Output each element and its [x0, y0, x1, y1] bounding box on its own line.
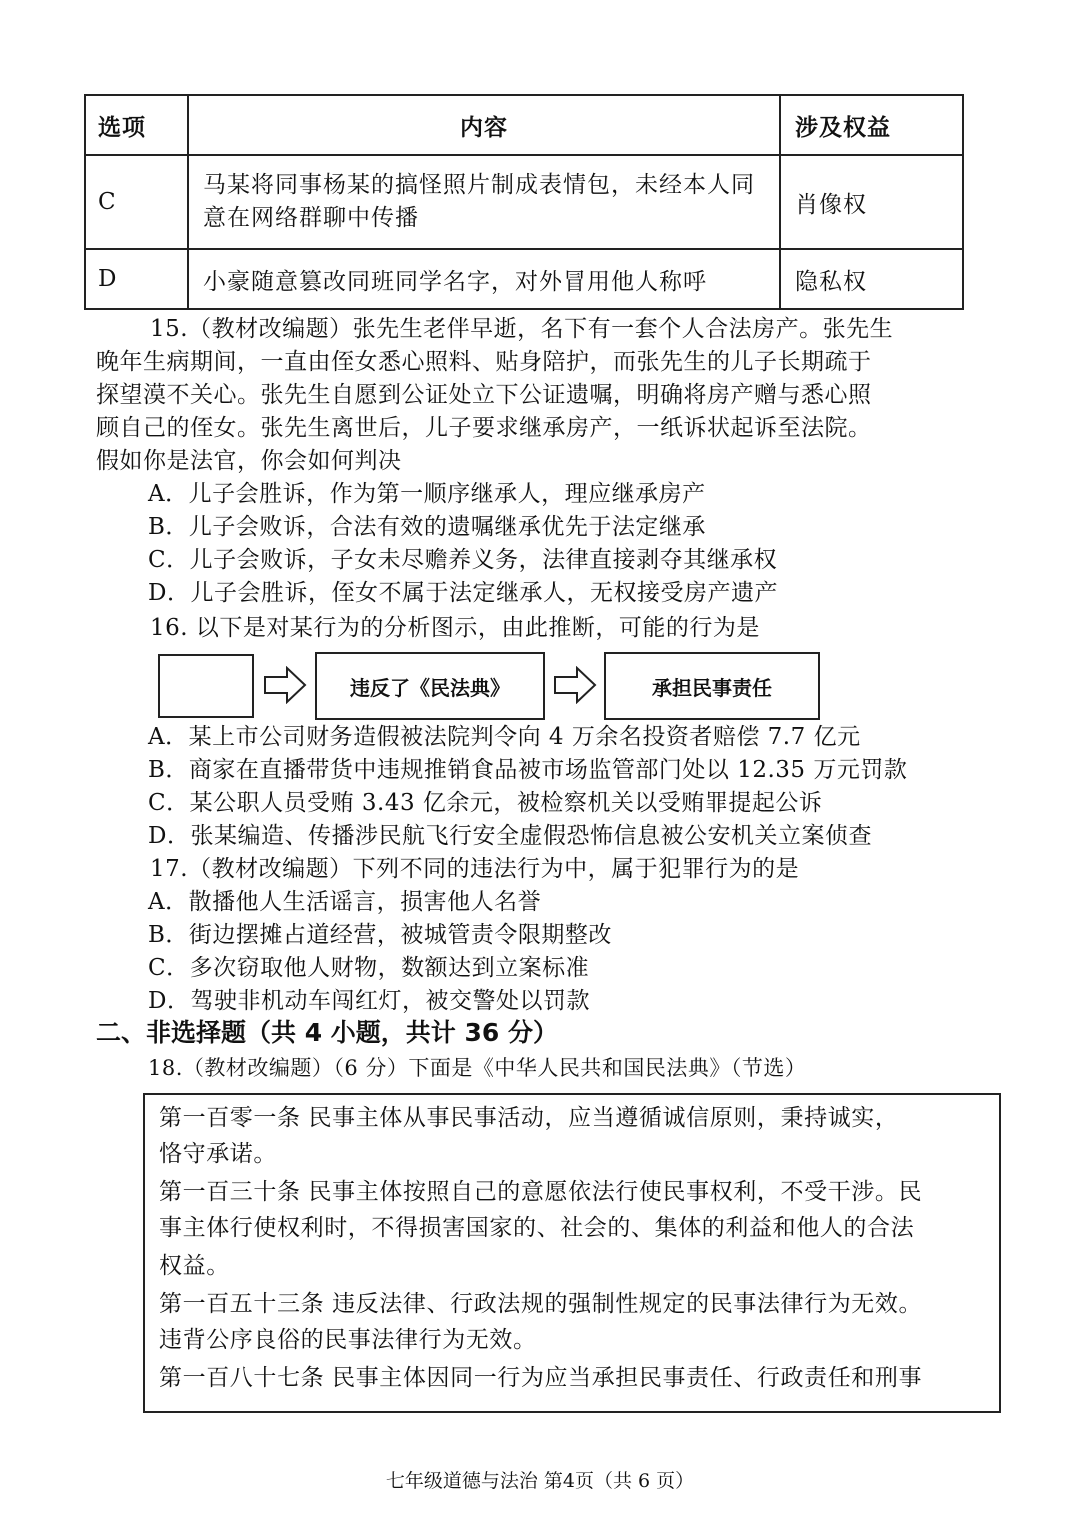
q15-stem-line: 顾自己的侄女。张先生离世后，儿子要求继承房产，一纸诉状起诉至法院。: [96, 415, 872, 441]
q16-stem: 16. 以下是对某行为的分析图示，由此推断，可能的行为是: [150, 615, 760, 641]
row-rights: 隐私权: [780, 249, 963, 309]
row-content-line: 马某将同事杨某的搞怪照片制成表情包，未经本人同: [203, 172, 755, 198]
q15-option-b: B．儿子会败诉，合法有效的遗嘱继承优先于法定继承: [148, 514, 706, 540]
section-heading: 二、非选择题（共 4 小题，共计 36 分）: [96, 1018, 559, 1047]
header-content: 内容: [188, 95, 780, 155]
table-header-row: [85, 95, 963, 155]
diagram-liability-box: 承担民事责任: [604, 652, 820, 720]
q15-stem-line: 晚年生病期间，一直由侄女悉心照料、贴身陪护，而张先生的儿子长期疏于: [96, 349, 872, 375]
row-option: D: [85, 249, 188, 309]
q15-stem-line: 假如你是法官，你会如何判决: [96, 448, 402, 474]
row-content: [188, 155, 780, 249]
row-option: C: [85, 155, 188, 249]
q16-option-c: C．某公职人员受贿 3.43 亿余元，被检察机关以受贿罪提起公诉: [148, 790, 823, 816]
q16-option-b: B．商家在直播带货中违规推销食品被市场监管部门处以 12.35 万元罚款: [148, 757, 908, 783]
excerpt-line: 第一百五十三条 违反法律、行政法规的强制性规定的民事法律行为无效。: [159, 1291, 923, 1317]
q16-option-d: D．张某编造、传播涉民航飞行安全虚假恐怖信息被公安机关立案侦查: [148, 823, 872, 849]
row-content-line: 意在网络群聊中传播: [203, 205, 419, 231]
q17-option-a: A．散播他人生活谣言，损害他人名誉: [148, 889, 542, 915]
q17-option-d: D．驾驶非机动车闯红灯，被交警处以罚款: [148, 988, 590, 1014]
q15-option-c: C．儿子会败诉，子女未尽赡养义务，法律直接剥夺其继承权: [148, 547, 778, 573]
q18-stem: 18.（教材改编题）（6 分）下面是《中华人民共和国民法典》（节选）: [148, 1056, 807, 1080]
page-footer: 七年级道德与法治 第4页（共 6 页）: [385, 1470, 695, 1492]
row-rights: 肖像权: [780, 155, 963, 249]
diagram-violation-box: 违反了《民法典》: [315, 652, 545, 720]
q17-option-b: B．街边摆摊占道经营，被城管责令限期整改: [148, 922, 612, 948]
right-arrow-icon: [263, 666, 307, 704]
rights-table: [84, 94, 964, 310]
q15-stem-line: 探望漠不关心。张先生自愿到公证处立下公证遗嘱，明确将房产赠与悉心照: [96, 382, 872, 408]
table-row: [85, 155, 963, 249]
excerpt-line: 违背公序良俗的民事法律行为无效。: [159, 1327, 537, 1353]
table-row: [85, 249, 963, 309]
header-option: 选项: [85, 95, 188, 155]
q15-stem-line: 15.（教材改编题）张先生老伴早逝，名下有一套个人合法房产。张先生: [150, 316, 894, 342]
right-arrow-icon: [553, 666, 597, 704]
q15-option-d: D．儿子会胜诉，侄女不属于法定继承人，无权接受房产遗产: [148, 580, 778, 606]
header-rights: 涉及权益: [780, 95, 963, 155]
excerpt-line: 第一百八十七条 民事主体因同一行为应当承担民事责任、行政责任和刑事: [159, 1365, 923, 1391]
excerpt-line: 恪守承诺。: [159, 1141, 277, 1167]
civil-code-excerpt-box: [143, 1093, 1001, 1413]
q17-option-c: C．多次窃取他人财物，数额达到立案标准: [148, 955, 590, 981]
excerpt-line: 第一百零一条 民事主体从事民事活动，应当遵循诚信原则，秉持诚实，: [159, 1105, 899, 1131]
q15-option-a: A．儿子会胜诉，作为第一顺序继承人，理应继承房产: [148, 481, 706, 507]
q16-option-a: A．某上市公司财务造假被法院判令向 4 万余名投资者赔偿 7.7 亿元: [148, 724, 861, 750]
diagram-blank-box: [158, 654, 254, 718]
excerpt-line: 事主体行使权利时，不得损害国家的、社会的、集体的利益和他人的合法: [159, 1215, 915, 1241]
row-content: 小豪随意篡改同班同学名字，对外冒用他人称呼: [188, 249, 780, 309]
q17-stem: 17.（教材改编题）下列不同的违法行为中，属于犯罪行为的是: [150, 856, 800, 882]
excerpt-line: 第一百三十条 民事主体按照自己的意愿依法行使民事权利，不受干涉。民: [159, 1179, 923, 1205]
excerpt-line: 权益。: [159, 1253, 230, 1279]
